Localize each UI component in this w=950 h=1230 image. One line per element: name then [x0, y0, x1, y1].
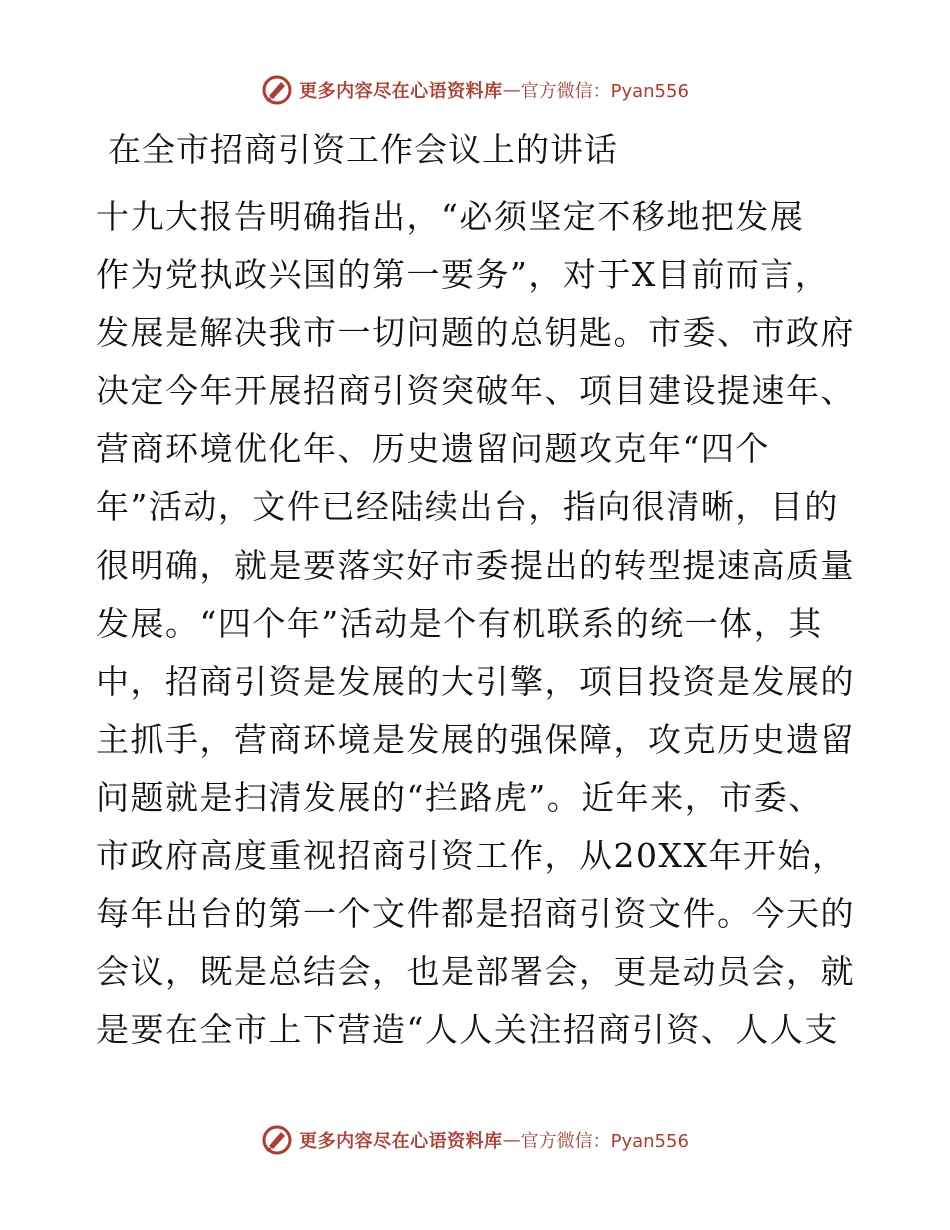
- body-line: 决定今年开展招商引资突破年、项目建设提速年、: [96, 371, 855, 411]
- body-line: 营商环境优化年、历史遗留问题攻克年“四个: [96, 429, 770, 469]
- body-line: 发展是解决我市一切问题的总钥匙。市委、市政府: [96, 313, 855, 353]
- header-watermark: [0, 70, 950, 110]
- watermark-contact: 官方微信：Pyan556: [520, 1131, 689, 1152]
- document-body: [96, 188, 856, 1059]
- logo-icon: [261, 74, 293, 106]
- watermark-separator: —: [502, 79, 521, 101]
- body-line: 中，招商引资是发展的大引擎，项目投资是发展的: [96, 661, 855, 701]
- watermark-contact: 官方微信：Pyan556: [520, 81, 689, 102]
- watermark-brand: 更多内容尽在心语资料库: [299, 81, 503, 102]
- document-title: 在全市招商引资工作会议上的讲话: [108, 130, 618, 169]
- body-line: 是要在全市上下营造“人人关注招商引资、人人支: [96, 1010, 839, 1050]
- watermark-separator: —: [502, 1129, 521, 1151]
- body-line: 发展。“四个年”活动是个有机联系的统一体，其: [96, 603, 823, 643]
- body-line: 问题就是扫清发展的“拦路虎”。近年来，市委、: [96, 777, 823, 817]
- logo-icon: [261, 1124, 293, 1156]
- watermark-brand: 更多内容尽在心语资料库: [299, 1131, 503, 1152]
- body-line: 年”活动，文件已经陆续出台，指向很清晰，目的: [96, 487, 839, 527]
- body-line: 主抓手，营商环境是发展的强保障，攻克历史遗留: [96, 719, 855, 759]
- body-line: 每年出台的第一个文件都是招商引资文件。今天的: [96, 894, 855, 934]
- body-line: 很明确，就是要落实好市委提出的转型提速高质量: [96, 545, 855, 585]
- body-line: 市政府高度重视招商引资工作，从20XX年开始，: [96, 836, 847, 876]
- body-line: 十九大报告明确指出，“必须坚定不移地把发展: [96, 197, 805, 236]
- body-line: 作为党执政兴国的第一要务”，对于X目前而言，: [96, 255, 830, 295]
- body-line: 会议，既是总结会，也是部署会，更是动员会，就: [96, 952, 855, 992]
- footer-watermark: [0, 1120, 950, 1160]
